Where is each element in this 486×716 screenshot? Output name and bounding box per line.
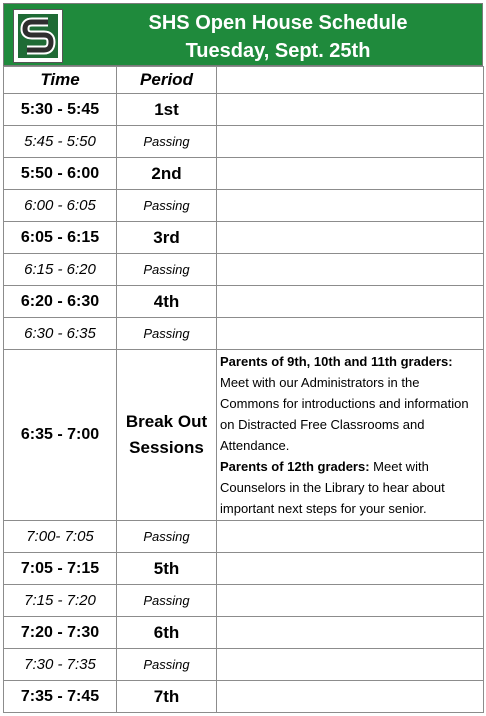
schedule-sheet: [3, 3, 483, 713]
table-row: [4, 617, 484, 649]
school-logo: [13, 9, 63, 63]
breakout-label-line2: Sessions: [129, 438, 204, 457]
time-cell: 5:30 - 5:45: [4, 94, 117, 126]
table-row: [4, 553, 484, 585]
period-cell: 5th: [117, 553, 217, 585]
table-row: [4, 158, 484, 190]
time-cell: 6:20 - 6:30: [4, 286, 117, 318]
period-cell: Passing: [117, 521, 217, 553]
time-cell: 5:50 - 6:00: [4, 158, 117, 190]
notes-cell: [217, 126, 484, 158]
period-cell: 4th: [117, 286, 217, 318]
period-cell: 2nd: [117, 158, 217, 190]
table-row: [4, 318, 484, 350]
notes-cell: [217, 158, 484, 190]
table-row: [4, 286, 484, 318]
column-header-period: Period: [117, 67, 217, 94]
notes-cell: [217, 521, 484, 553]
table-row: [4, 649, 484, 681]
notes-cell: [217, 254, 484, 286]
notes-cell: [217, 553, 484, 585]
column-header-time: Time: [4, 67, 117, 94]
schedule-table: [3, 66, 484, 713]
column-header-row: [4, 67, 484, 94]
period-cell: 7th: [117, 681, 217, 713]
table-row: [4, 190, 484, 222]
table-row-breakout: [4, 350, 484, 521]
time-cell: 7:30 - 7:35: [4, 649, 117, 681]
notes-cell: [217, 94, 484, 126]
s-logo-icon: [14, 10, 62, 62]
time-cell: 7:15 - 7:20: [4, 585, 117, 617]
time-cell: 5:45 - 5:50: [4, 126, 117, 158]
time-cell: 6:15 - 6:20: [4, 254, 117, 286]
table-row: [4, 94, 484, 126]
table-row: [4, 585, 484, 617]
notes-cell: [217, 649, 484, 681]
time-cell: 6:00 - 6:05: [4, 190, 117, 222]
breakout-label-line1: Break Out: [125, 412, 208, 431]
breakout-notes-cell: [217, 350, 484, 521]
time-cell: 7:05 - 7:15: [4, 553, 117, 585]
time-cell: 7:20 - 7:30: [4, 617, 117, 649]
notes-cell: [217, 585, 484, 617]
time-cell: 7:35 - 7:45: [4, 681, 117, 713]
period-cell: 1st: [117, 94, 217, 126]
column-header-notes: [217, 67, 484, 94]
notes-cell: [217, 222, 484, 254]
header-banner: [3, 3, 483, 66]
time-cell: 7:00- 7:05: [4, 521, 117, 553]
notes-cell: [217, 190, 484, 222]
time-cell: 6:30 - 6:35: [4, 318, 117, 350]
period-cell: 3rd: [117, 222, 217, 254]
period-cell: Passing: [117, 126, 217, 158]
page-subtitle-date: Tuesday, Sept. 25th: [185, 40, 371, 62]
page-title: SHS Open House Schedule: [148, 12, 408, 34]
table-row: [4, 681, 484, 713]
period-cell: Passing: [117, 190, 217, 222]
notes-cell: [217, 617, 484, 649]
notes-heading-seniors: Parents of 12th graders:: [220, 459, 370, 474]
table-row: [4, 254, 484, 286]
period-cell: Passing: [117, 649, 217, 681]
time-cell: 6:05 - 6:15: [4, 222, 117, 254]
table-row: [4, 222, 484, 254]
period-cell-breakout: [117, 350, 217, 521]
time-cell: 6:35 - 7:00: [4, 350, 117, 521]
table-row: [4, 521, 484, 553]
period-cell: Passing: [117, 254, 217, 286]
notes-text-underclass: Meet with our Administrators in the Commons for introductions and information on Distracted Free Classrooms and Attendance.: [220, 375, 469, 453]
notes-cell: [217, 286, 484, 318]
table-row: [4, 126, 484, 158]
period-cell: 6th: [117, 617, 217, 649]
period-cell: Passing: [117, 585, 217, 617]
notes-cell: [217, 681, 484, 713]
notes-text-seniors: Meet with Counselors in the Library to hear about important next steps for your senior.: [220, 459, 445, 516]
notes-cell: [217, 318, 484, 350]
period-cell: Passing: [117, 318, 217, 350]
notes-heading-underclass: Parents of 9th, 10th and 11th graders:: [220, 354, 453, 369]
